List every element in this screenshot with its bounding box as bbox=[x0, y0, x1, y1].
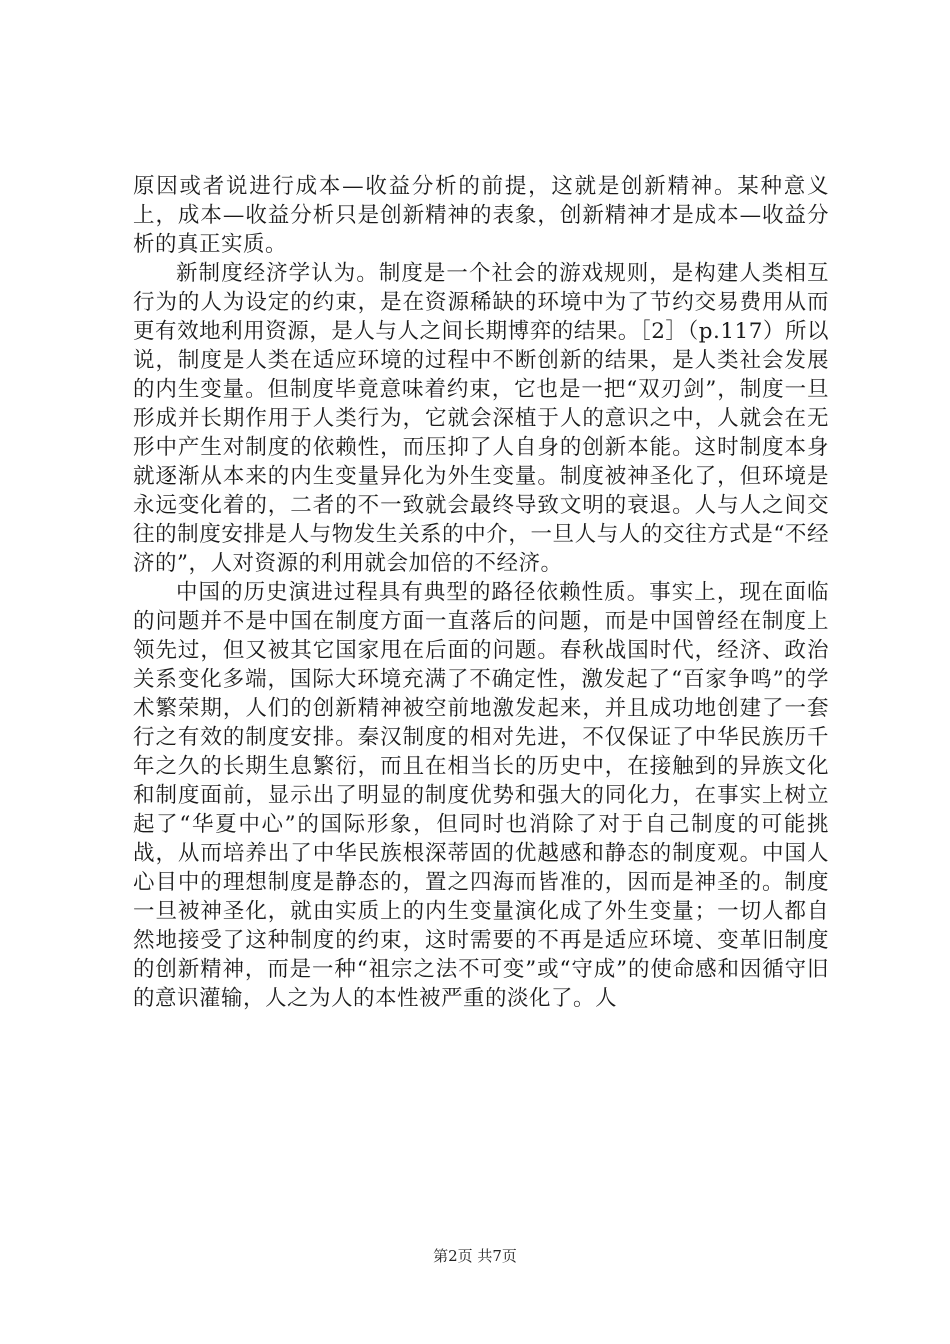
paragraph-continued: 原因或者说进行成本—收益分析的前提，这就是创新精神。某种意义上，成本—收益分析只是创新精神的表象，创新精神才是成本—收益分析的真正实质。 bbox=[133, 174, 829, 257]
document-body bbox=[133, 172, 829, 1013]
page-footer: 第2页 共7页 bbox=[433, 1247, 517, 1265]
paragraph-institution-economics: 新制度经济学认为。制度是一个社会的游戏规则，是构建人类相互行为的人为设定的约束，是在资源稀缺的环境中为了节约交易费用从而更有效地利用资源，是人与人之间长期博弈的结果。［2］（p.117）所以说，制度是人类在适应环境的过程中不断创新的结果，是人类社会发展的内生变量。但制度毕竟意味着约束，它也是一把“双刃剑”，制度一旦形成并长期作用于人类行为，它就会深植于人的意识之中，人就会在无形中产生对制度的依赖性，而压抑了人自身的创新本能。这时制度本身就逐渐从本来的内生变量异化为外生变量。制度被神圣化了，但环境是永远变化着的，二者的不一致就会最终导致文明的衰退。人与人之间交往的制度安排是人与物发生关系的中介，一旦人与人的交往方式是“不经济的”，人对资源的利用就会加倍的不经济。 bbox=[133, 261, 829, 576]
paragraph-china-history: 中国的历史演进过程具有典型的路径依赖性质。事实上，现在面临的问题并不是中国在制度方面一直落后的问题，而是中国曾经在制度上领先过，但又被其它国家甩在后面的问题。春秋战国时代，经济、政治关系变化多端，国际大环境充满了不确定性，激发起了“百家争鸣”的学术繁荣期，人们的创新精神被空前地激发起来，并且成功地创建了一套行之有效的制度安排。秦汉制度的相对先进，不仅保证了中华民族历千年之久的长期生息繁衍，而且在相当长的历史中，在接触到的异族文化和制度面前，显示出了明显的制度优势和强大的同化力，在事实上树立起了“华夏中心”的国际形象，但同时也消除了对于自己制度的可能挑战，从而培养出了中华民族根深蒂固的优越感和静态的制度观。中国人心目中的理想制度是静态的，置之四海而皆准的，因而是神圣的。制度一旦被神圣化，就由实质上的内生变量演化成了外生变量；一切人都自然地接受了这种制度的约束，这时需要的不再是适应环境、变革旧制度的创新精神，而是一种“祖宗之法不可变”或“守成”的使命感和因循守旧的意识灌输，人之为人的本性被严重的淡化了。人 bbox=[133, 580, 829, 1011]
